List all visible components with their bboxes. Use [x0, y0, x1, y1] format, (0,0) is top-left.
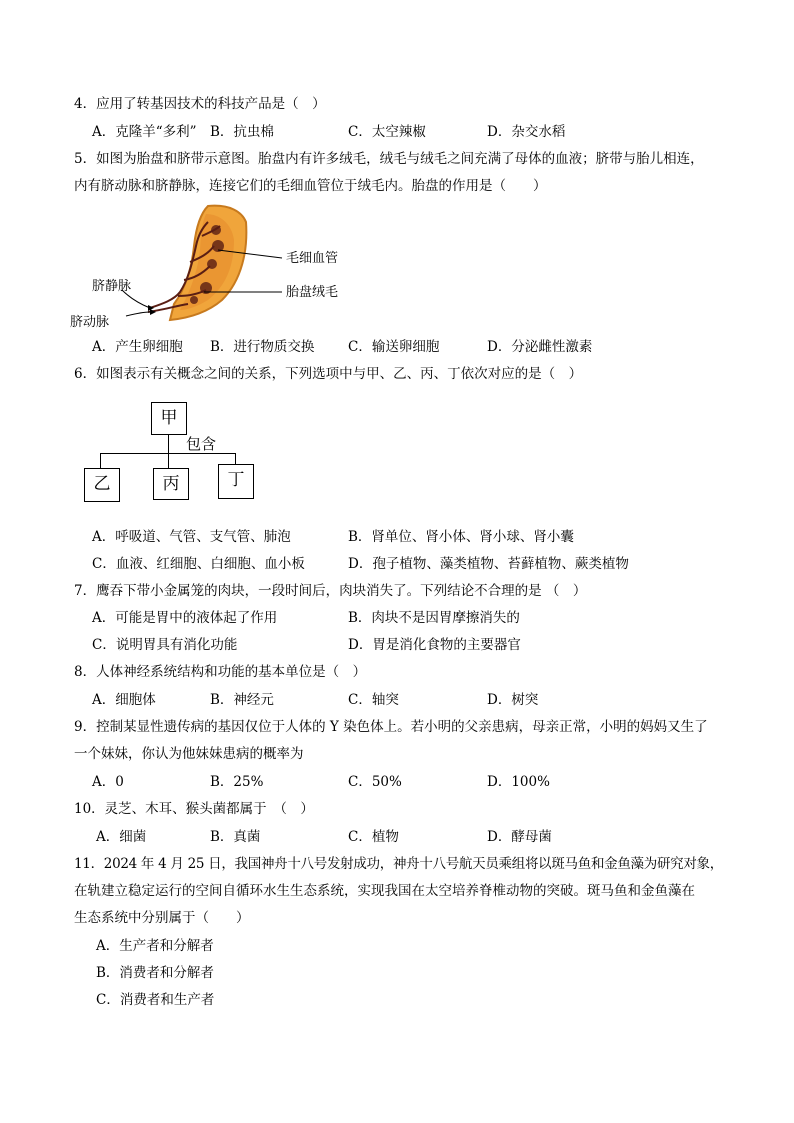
q7-option-d: D．胃是消化食物的主要器官 — [348, 637, 521, 653]
q5-option-b: B．进行物质交换 — [210, 339, 315, 355]
label-umbilical-artery: 脐动脉 — [70, 315, 110, 330]
q6-option-d: D．孢子植物、藻类植物、苔藓植物、蕨类植物 — [348, 556, 629, 572]
q9-stem-line2: 一个妹妹，你认为他妹妹患病的概率为 — [74, 746, 304, 762]
q7-option-b: B．肉块不是因胃摩擦消失的 — [348, 610, 520, 626]
q10-option-c: C．植物 — [348, 829, 399, 845]
q10-option-a: A．细菌 — [96, 829, 147, 845]
q5-option-a: A．产生卵细胞 — [92, 339, 183, 355]
placenta-figure — [70, 200, 360, 335]
capillary-cluster — [211, 225, 221, 235]
q4-stem: 4．应用了转基因技术的科技产品是（ ） — [74, 96, 326, 112]
q11-stem-line2: 在轨建立稳定运行的空间自循环水生生态系统，实现我国在太空培养脊椎动物的突破。斑马鱼和金鱼藻在 — [74, 883, 695, 899]
q5-option-c: C．输送卵细胞 — [348, 339, 440, 355]
concept-box-bing: 丙 — [153, 468, 189, 500]
q11-stem-line3: 生态系统中分别属于（ ） — [74, 910, 250, 926]
q10-option-d: D．酵母菌 — [487, 829, 552, 845]
q5-stem-line1: 5．如图为胎盘和脐带示意图。胎盘内有许多绒毛，绒毛与绒毛之间充满了母体的血液；脐带与胎儿相连， — [74, 151, 704, 167]
q6-option-c: C．血液、红细胞、白细胞、血小板 — [92, 556, 305, 572]
label-umbilical-vein: 脐静脉 — [92, 279, 132, 294]
q6-option-b: B．肾单位、肾小体、肾小球、肾小囊 — [348, 529, 574, 545]
q7-option-c: C．说明胃具有消化功能 — [92, 637, 238, 653]
q6-stem: 6．如图表示有关概念之间的关系，下列选项中与甲、乙、丙、丁依次对应的是（ ） — [74, 366, 583, 382]
q9-option-a: A．0 — [92, 774, 124, 790]
q8-option-d: D．树突 — [487, 692, 539, 708]
q4-option-b: B．抗虫棉 — [210, 124, 274, 140]
q4-option-c: C．太空辣椒 — [348, 124, 426, 140]
q9-option-b: B．25% — [210, 774, 264, 790]
concept-box-ding: 丁 — [218, 464, 254, 499]
label-villi: 胎盘绒毛 — [286, 285, 339, 300]
q7-option-a: A．可能是胃中的液体起了作用 — [92, 610, 278, 626]
q11-option-b: B．消费者和分解者 — [96, 965, 214, 981]
q10-option-b: B．真菌 — [210, 829, 261, 845]
q9-stem-line1: 9．控制某显性遗传病的基因仅位于人体的 Y 染色体上。若小明的父亲患病，母亲正常，小明的妈妈又生了 — [74, 719, 708, 735]
q4-option-d: D．杂交水稻 — [487, 124, 566, 140]
q5-stem-line2: 内有脐动脉和脐静脉，连接它们的毛细血管位于绒毛内。胎盘的作用是（ ） — [74, 178, 547, 194]
q11-option-a: A．生产者和分解者 — [96, 938, 214, 954]
relation-label: 包含 — [186, 435, 217, 453]
q8-stem: 8．人体神经系统结构和功能的基本单位是（ ） — [74, 664, 367, 680]
q8-option-c: C．轴突 — [348, 692, 399, 708]
q6-option-a: A．呼吸道、气管、支气管、肺泡 — [92, 529, 291, 545]
q11-option-c: C．消费者和生产者 — [96, 992, 215, 1008]
q9-option-d: D．100% — [487, 774, 550, 790]
q5-option-d: D．分泌雌性激素 — [487, 339, 593, 355]
label-capillary: 毛细血管 — [286, 251, 339, 266]
concept-box-yi: 乙 — [84, 468, 120, 502]
q11-stem-line1: 11．2024 年 4 月 25 日，我国神舟十八号发射成功，神舟十八号航天员乘组将以斑马鱼和金鱼藻为研究对象， — [74, 856, 723, 872]
q7-stem: 7．鹰吞下带小金属笼的肉块，一段时间后，肉块消失了。下列结论不合理的是 （ ） — [74, 583, 587, 599]
q8-option-a: A．细胞体 — [92, 692, 156, 708]
q10-stem: 10．灵芝、木耳、猴头菌都属于 （ ） — [74, 801, 314, 817]
concept-box-top: 甲 — [151, 402, 187, 435]
q8-option-b: B．神经元 — [210, 692, 274, 708]
q9-option-c: C．50% — [348, 774, 402, 790]
q4-option-a: A．克隆羊“多利” — [92, 124, 197, 140]
